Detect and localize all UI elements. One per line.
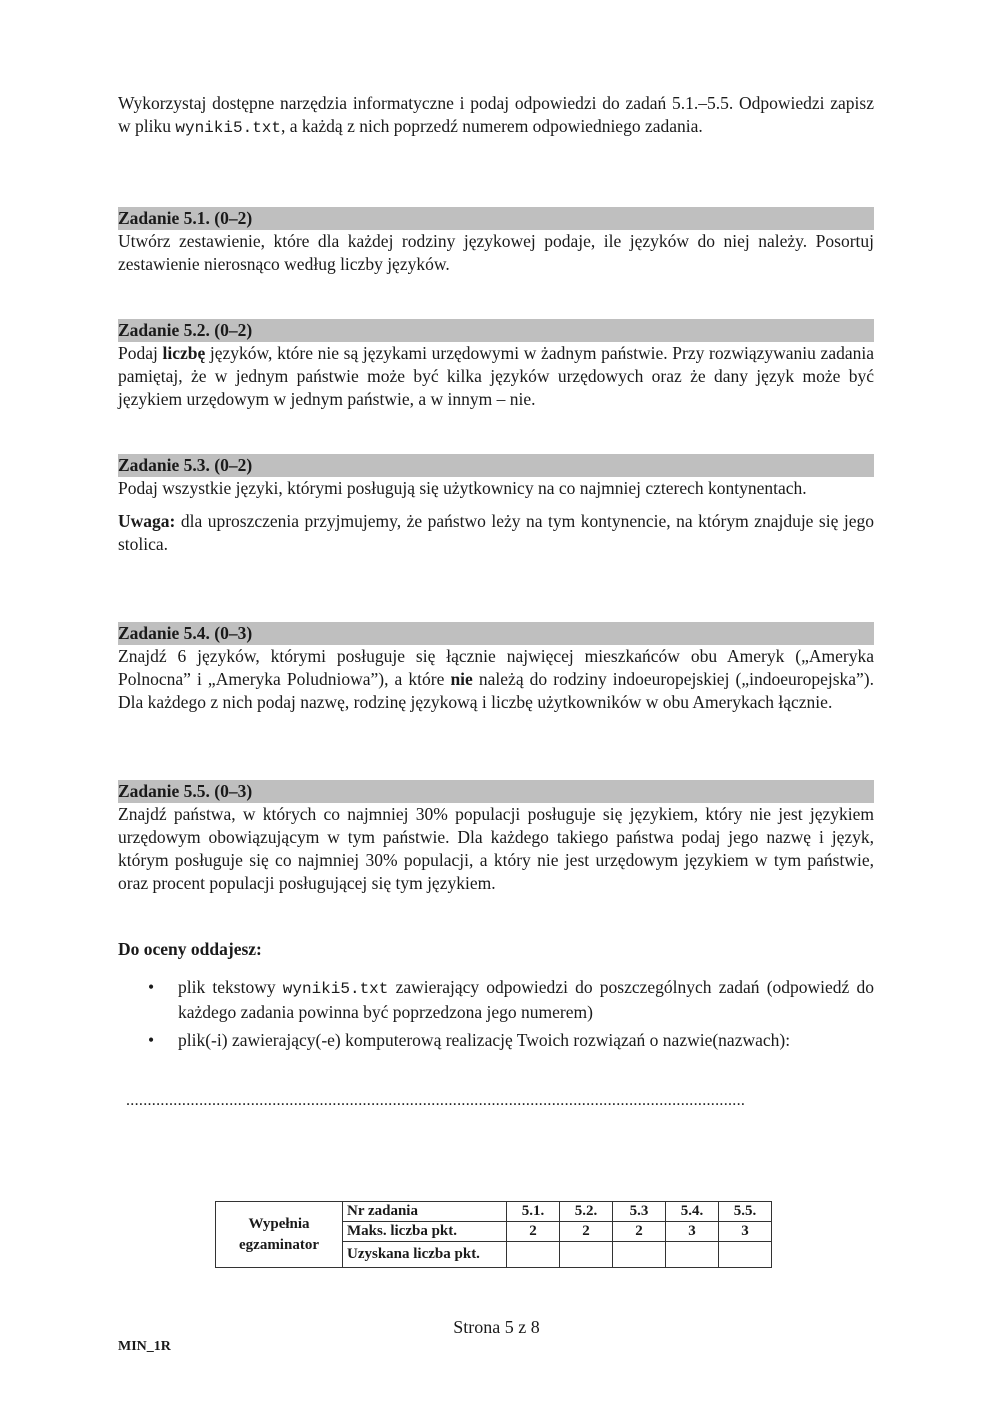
task-5-3: [118, 454, 874, 556]
obtained-points-cell[interactable]: [560, 1242, 613, 1268]
intro-paragraph: Wykorzystaj dostępne narzędzia informatyczne i podaj odpowiedzi do zadań 5.1.–5.5. Odpowiedzi zapisz w pliku wyniki5.txt, a każdą z nich poprzedź numerem odpowiedniego zadania.: [118, 93, 874, 137]
filename-answer-line: ................................................................................................................................................: [126, 1092, 746, 1109]
obtained-points-cell[interactable]: [666, 1242, 719, 1268]
row-label-task-number: Nr zadania: [343, 1202, 507, 1222]
page-number: Strona 5 z 8: [453, 1317, 540, 1337]
task-number-cell: 5.4.: [666, 1202, 719, 1222]
task-number-cell: 5.2.: [560, 1202, 613, 1222]
task-text: Utwórz zestawienie, które dla każdej rodziny językowej podaje, ile języków do niej należy. Posortuj zestawienie nierosnąco według liczby języków.: [118, 231, 874, 274]
task-title: Zadanie 5.2. (0–2): [118, 319, 874, 342]
task-number-cell: 5.5.: [719, 1202, 772, 1222]
task-5-1: [118, 207, 874, 276]
task-title: Zadanie 5.1. (0–2): [118, 207, 874, 230]
submit-list: [148, 976, 874, 1057]
task-note: Uwaga: dla uproszczenia przyjmujemy, że państwo leży na tym kontynencie, na którym znajduje się jego stolica.: [118, 511, 874, 554]
task-text: Podaj wszystkie języki, którymi posługują się użytkownicy na co najmniej czterech kontynentach.: [118, 478, 807, 498]
grading-table: [215, 1201, 772, 1268]
row-label-obtained-points: Uzyskana liczba pkt.: [343, 1242, 507, 1268]
bullet-icon: •: [148, 1030, 155, 1050]
row-label-max-points: Maks. liczba pkt.: [343, 1222, 507, 1242]
max-points-cell: 3: [719, 1222, 772, 1242]
max-points-cell: 2: [613, 1222, 666, 1242]
task-text: Znajdź państwa, w których co najmniej 30% populacji posługuje się językiem, który nie jest językiem urzędowym obowiązującym w tym państwie. Dla każdego takiego państwa podaj jego nazwę i język, którym posługuje się co najmniej 30% populacji, a który nie jest urzędowym językiem w tym państwie, oraz procent populacji posługującej się tym językiem.: [118, 804, 874, 893]
task-text: Podaj liczbę języków, które nie są językami urzędowymi w żadnym państwie. Przy rozwiązywaniu zadania pamiętaj, że w jednym państwie może być kilka języków urzędowych oraz że dany język może być językiem urzędowym w jednym państwie, a w innym – nie.: [118, 343, 874, 409]
task-5-2: [118, 319, 874, 411]
task-text: Znajdź 6 języków, którymi posługuje się łącznie najwięcej mieszkańców obu Ameryk („Ameryka Polnocna” i „Ameryka Poludniowa”), a które nie należą do rodziny indoeuropejskiej („indoeuropejska”). Dla każdego z nich podaj nazwę, rodzinę językową i liczbę użytkowników w obu Amerykach łącznie.: [118, 646, 874, 712]
max-points-cell: 2: [560, 1222, 613, 1242]
obtained-points-cell[interactable]: [613, 1242, 666, 1268]
task-number-cell: 5.3: [613, 1202, 666, 1222]
obtained-points-cell[interactable]: [507, 1242, 560, 1268]
bullet-icon: •: [148, 977, 155, 997]
max-points-cell: 2: [507, 1222, 560, 1242]
task-title: Zadanie 5.5. (0–3): [118, 780, 874, 803]
max-points-cell: 3: [666, 1222, 719, 1242]
task-title: Zadanie 5.3. (0–2): [118, 454, 874, 477]
task-title: Zadanie 5.4. (0–3): [118, 622, 874, 645]
list-item: • plik(-i) zawierający(-e) komputerową realizację Twoich rozwiązań o nazwie(nazwach):: [148, 1030, 791, 1050]
task-5-5: [118, 780, 874, 895]
task-number-cell: 5.1.: [507, 1202, 560, 1222]
submit-title: Do oceny oddajesz:: [118, 939, 262, 959]
examiner-label: Wypełnia egzaminator: [216, 1202, 343, 1268]
obtained-points-cell[interactable]: [719, 1242, 772, 1268]
intro-filename: wyniki5.txt: [175, 119, 281, 137]
submit-filename: wyniki5.txt: [282, 980, 389, 998]
task-5-4: [118, 622, 874, 714]
list-item: • plik tekstowy wyniki5.txt zawierający odpowiedzi do poszczególnych zadań (odpowiedź do każdego zadania powinna być poprzedzona jego numerem): [148, 977, 874, 1022]
exam-code: MIN_1R: [118, 1339, 171, 1354]
